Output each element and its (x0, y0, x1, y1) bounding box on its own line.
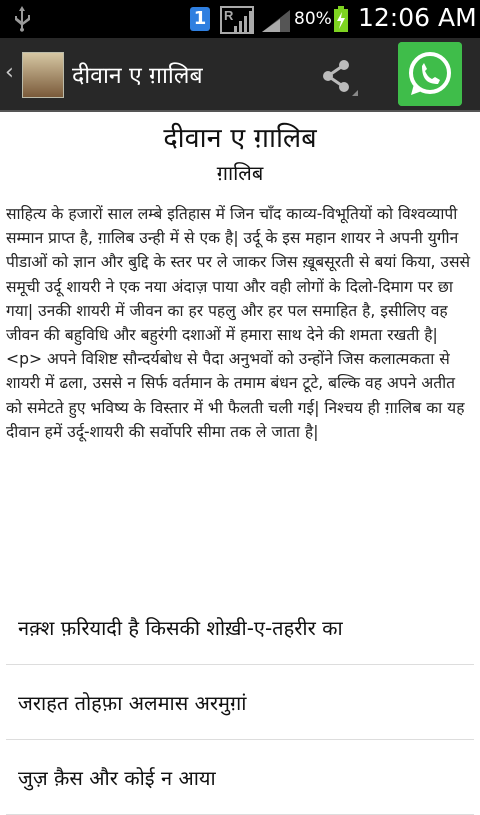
clock: 12:06 AM (358, 3, 477, 32)
book-title: दीवान ए ग़ालिब (163, 123, 317, 154)
book-content (0, 112, 480, 444)
book-author: ग़ालिब (216, 161, 264, 185)
svg-text:R: R (224, 8, 234, 23)
share-icon[interactable] (316, 56, 360, 100)
book-description: साहित्य के हजारों साल लम्बे इतिहास में जिन चाँद काव्य-विभूतियों को विश्वव्यापी सम्मान प्राप्त है, ग़ालिब उन्ही में से एक है| उर्दू के इस महान शायर ने अपनी युगीन पीडाओं को ज्ञान और बुद्दि के स्तर पर ले जाकर जिस ख़ूबसूरती से बयां किया, उससे समूची उर्दू शायरी ने एक नया अंदाज़ पाया और वही लोगों के दिलो-दिमाग पर छा गया| उनकी शायरी में जीवन का हर पहलु और हर पल समाहित है, इसीलिए वह जीवन की बहुविधि और बहुरंगी दशाओं में हमारा साथ देने की शमता रखती है| <p> अपने विशिष्ट सौन्दर्यबोध से पैदा अनुभवों को उन्होंने जिस कलात्मकता से शायरी में ढला, उससे न सिर्फ वर्तमान के तमाम बंधन टूटे, बल्कि वह अपने अतीत को समेटते हुए भविष्य के विस्तार में भी फैलती चली गई| निश्चय ही ग़ालिब का यह दीवान हमें उर्दू-शायरी की सर्वोपरि सीमा तक ले जाता है| (6, 205, 471, 441)
list-item[interactable] (6, 590, 474, 665)
chapter-title: जुज़ क़ैस और कोई न आया (18, 766, 216, 790)
whatsapp-icon[interactable] (398, 42, 462, 106)
chapter-title: जराहत तोहफ़ा अलमास अरमुग़ां (18, 691, 247, 715)
app-icon[interactable] (22, 52, 64, 98)
notification-badge-icon: 1 (190, 7, 210, 31)
status-bar (0, 0, 480, 38)
app-title: दीवान ए ग़ालिब (72, 63, 203, 89)
usb-icon (12, 6, 32, 32)
back-chevron-icon[interactable]: ‹ (5, 60, 14, 85)
action-bar (0, 38, 480, 112)
battery-percent: 80% (294, 9, 332, 29)
signal-r-icon (220, 6, 254, 34)
chapter-title: नक़्श फ़रियादी है किसकी शोख़ी-ए-तहरीर का (18, 616, 343, 640)
signal-icon (262, 10, 290, 32)
list-item[interactable] (6, 740, 474, 815)
battery-icon (334, 6, 348, 32)
chapter-list (0, 590, 480, 815)
list-item[interactable] (6, 665, 474, 740)
